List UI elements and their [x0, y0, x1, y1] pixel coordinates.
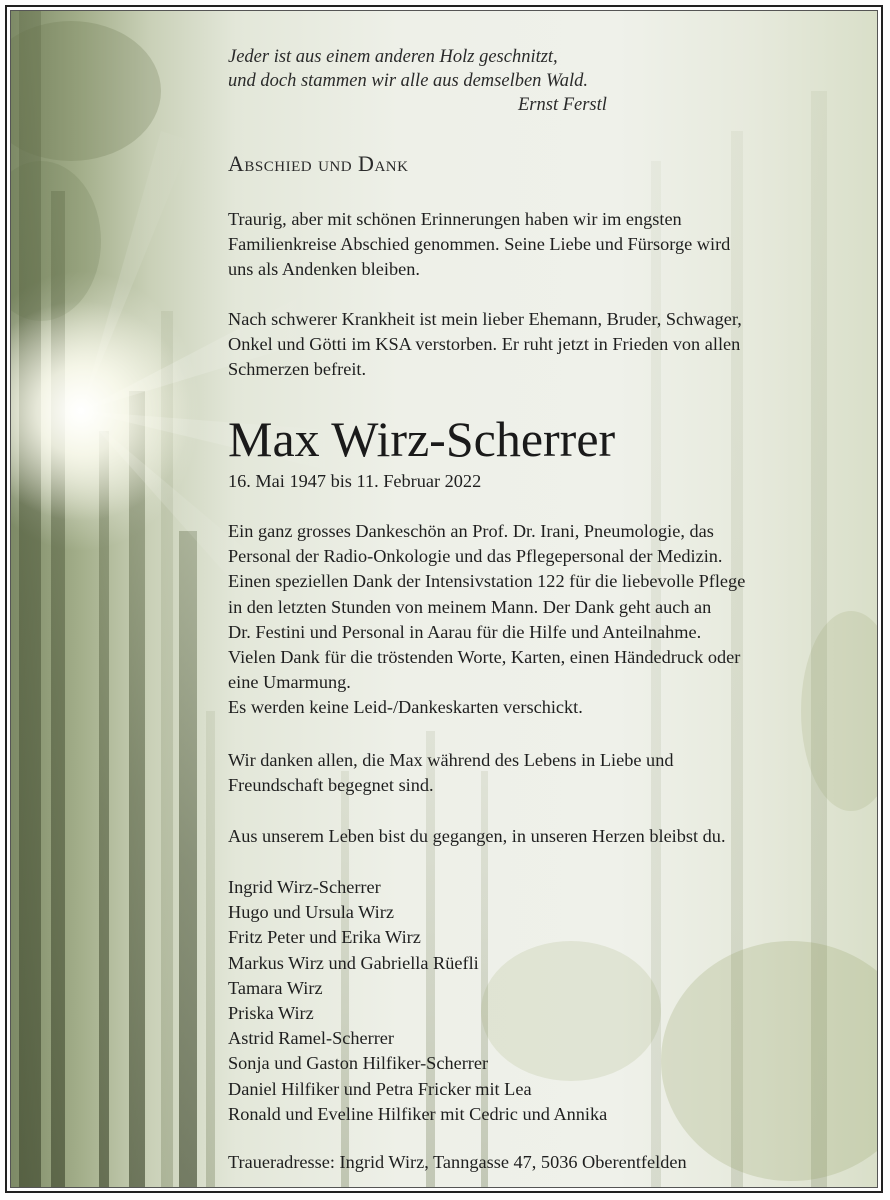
text-line: Einen speziellen Dank der Intensivstation 122 für die liebevolle Pflege [228, 571, 746, 592]
quote [228, 45, 648, 117]
text-line: Es werden keine Leid-/Dankeskarten verschickt. [228, 697, 583, 718]
deceased-name: Max Wirz-Scherrer [228, 411, 616, 467]
family-member: Ronald und Eveline Hilfiker mit Cedric und Annika [228, 1103, 608, 1124]
notice-frame [5, 5, 883, 1193]
text-line: uns als Andenken bleiben. [228, 259, 420, 280]
text-line: Ein ganz grosses Dankeschön an Prof. Dr. Irani, Pneumologie, das [228, 521, 714, 541]
text-line: Wir danken allen, die Max während des Lebens in Liebe und [228, 750, 674, 770]
text-line: Freundschaft begegnet sind. [228, 775, 434, 796]
quote-line: und doch stammen wir alle aus demselben Wald. [228, 71, 589, 91]
thanks-paragraph-2 [228, 748, 878, 798]
text-line: Traurig, aber mit schönen Erinnerungen haben wir im engsten [228, 209, 682, 229]
family-member: Sonja und Gaston Hilfiker-Scherrer [228, 1053, 489, 1074]
family-member: Priska Wirz [228, 1003, 314, 1024]
text-line: Schmerzen befreit. [228, 359, 367, 380]
family-member: Markus Wirz und Gabriella Rüefli [228, 952, 479, 973]
quote-line: Jeder ist aus einem anderen Holz geschnitzt, [228, 47, 558, 67]
family-member: Ingrid Wirz-Scherrer [228, 877, 381, 897]
section-heading: Abschied und Dank [228, 151, 409, 176]
text-line: eine Umarmung. [228, 672, 351, 693]
notice-content [11, 11, 877, 1187]
text-line: Vielen Dank für die tröstenden Worte, Karten, einen Händedruck oder [228, 647, 741, 668]
text-line: in den letzten Stunden von meinem Mann. Der Dank geht auch an [228, 596, 712, 617]
text-line: Onkel und Götti im KSA verstorben. Er ruht jetzt in Frieden von allen [228, 334, 741, 355]
intro-paragraph-2 [228, 307, 878, 383]
text-line: Nach schwerer Krankheit ist mein lieber Ehemann, Bruder, Schwager, [228, 309, 742, 329]
quote-author: Ernst Ferstl [518, 95, 607, 115]
family-list [228, 875, 607, 1127]
family-member: Fritz Peter und Erika Wirz [228, 927, 421, 948]
text-line: Personal der Radio-Onkologie und das Pflegepersonal der Medizin. [228, 546, 723, 567]
text-line: Familienkreise Abschied genommen. Seine Liebe und Fürsorge wird [228, 234, 731, 255]
notice-background [10, 10, 878, 1188]
family-member: Daniel Hilfiker und Petra Fricker mit Lea [228, 1078, 532, 1099]
text-line: Dr. Festini und Personal in Aarau für die Hilfe und Anteilnahme. [228, 621, 702, 642]
intro-paragraph-1 [228, 207, 878, 283]
family-member: Tamara Wirz [228, 977, 323, 998]
family-member: Astrid Ramel-Scherrer [228, 1028, 394, 1049]
thanks-paragraph-1 [228, 519, 878, 721]
family-member: Hugo und Ursula Wirz [228, 902, 394, 923]
life-dates: 16. Mai 1947 bis 11. Februar 2022 [228, 471, 482, 491]
text-line: Aus unserem Leben bist du gegangen, in unseren Herzen bleibst du. [228, 826, 726, 846]
thanks-paragraph-3 [228, 824, 878, 849]
mourning-address: Traueradresse: Ingrid Wirz, Tanngasse 47, 5036 Oberentfelden [228, 1152, 687, 1172]
